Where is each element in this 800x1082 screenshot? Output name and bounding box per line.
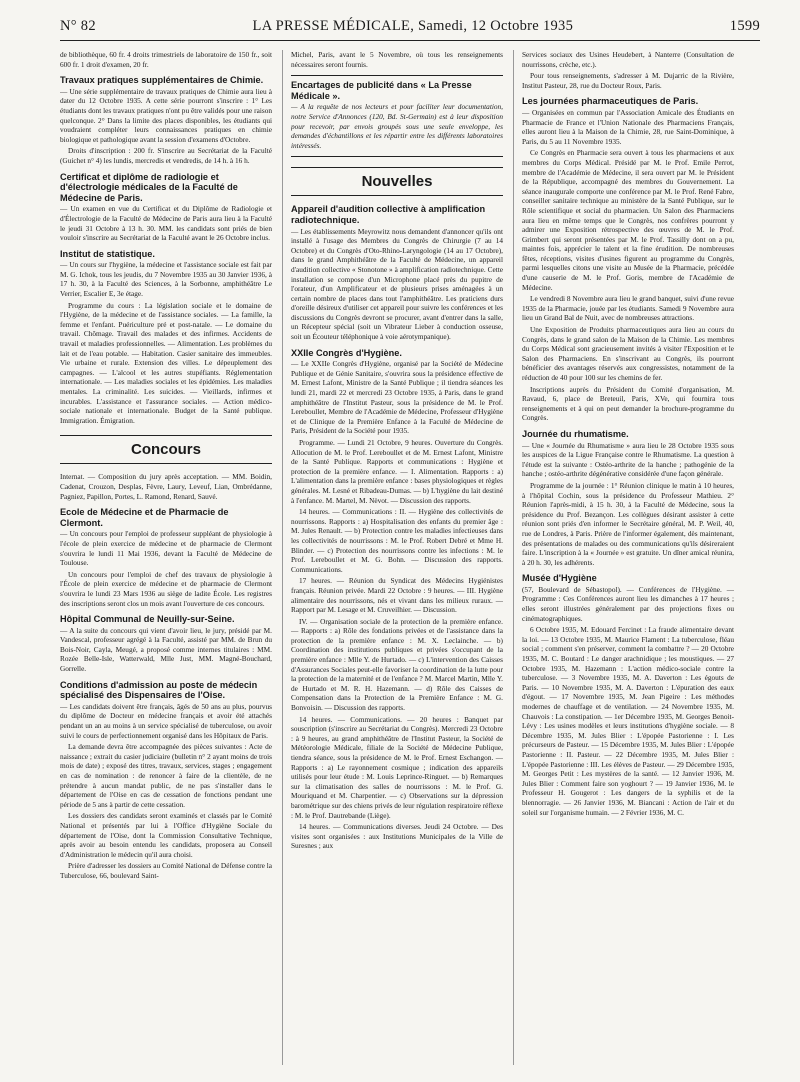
paragraph: — Le XXIIe Congrès d'Hygiène, organisé par la Société de Médecine Publique et de Génie Sanitaire, s'ouvrira sous la présidence effective de M. Ernest Lafont, Ministre de la Santé Publique ; il tiendra séances les lundi 21, mardi 22 et mercredi 23 Octobre 1935, à Paris, dans le grand amphithéâtre de l'Institut Pasteur, sous la présidence de M. le Prof. Lereboullet, Membre de l'Académie de Médecine, Professeur d'Hygiène et de Clinique de la Première Enfance à la Faculté de Médecine de Paris, Président de la Société pour 1935. bbox=[291, 359, 503, 436]
column-middle bbox=[291, 50, 503, 1070]
paragraph: Pour tous renseignements, s'adresser à M. Dujarric de la Rivière, Institut Pasteur, 28, rue du Docteur Roux, Paris. bbox=[522, 71, 734, 90]
column-divider bbox=[282, 50, 283, 1065]
column-right bbox=[522, 50, 734, 1070]
paragraph: — Les établissements Meyrowitz nous demandent d'annoncer qu'ils ont installé à l'usage des Membres du Congrès de Chirurgie (7 au 14 Octobre) et du Congrès d'Oto-Rhino-Laryngologie (14 au 17 Octobre), dans le grand Amphithéâtre de la Faculté de Médecine, un appareil d'audition collective « Stonotone » à amplification radiotechnique. Cette installation se compose d'un Microphone placé près du pupitre de l'orateur, d'un Amplificateur et de plusieurs prises aménagées à un certain nombre de places dans tout l'amphithéâtre. Les praticiens durs d'oreille désireux d'utiliser cet appareil pour suivre les conférences et les discussions du Congrès devront se procurer, avant d'entrer dans la salle, un Récepteur spécial (soit un Vibrateur Lieber à conduction osseuse, soit un Écouteur téléphonique à voie aérotympanique). bbox=[291, 226, 503, 342]
column-left bbox=[60, 50, 272, 1070]
article-heading: Institut de statistique. bbox=[60, 248, 155, 259]
paragraph: Programme du cours : La législation sociale et le domaine de l'Hygiène, de la médecine et de l'assistance sociales. — La famille, la femme et l'enfant. Puériculture pré et post-natale. — Le domaine du travail. Chômage. Travail des malades et des infirmes. Accidents de travail et maladies professionnelles. — Alimentation. Les problèmes du lait et de l'eau potable. — Habitation. Casier sanitaire des immeubles. Vie urbaine et rurale. Extension des villes. Le dépeuplement des campagnes. — L'alcool et les autres stupéfiants. Réglementation internationale. — Les maladies sociales et les épidémies. Les maladies mentales. La criminalité. Les suicides. — Vieillards, infirmes et incurables. L'assistance et l'assurance sociales. — Action médico-sociale nationale et internationale. Budget de la Santé publique. Immigration. Émigration. bbox=[60, 300, 272, 425]
article-heading: Certificat et diplôme de radiologie et d'électrologie médicales de la Faculté de Médecine de Paris. bbox=[60, 171, 238, 203]
paragraph: Services sociaux des Usines Heudebert, à Nanterre (Consultation de nourrissons, crèche, etc.). bbox=[522, 50, 734, 69]
paragraph: — Un examen en vue du Certificat et du Diplôme de Radiologie et d'Électrologie de la Faculté de Médecine de Paris aura lieu à la Faculté le jeudi 31 Octobre à 13 h. 30. MM. les candidats sont priés de bien vouloir s'inscrire au Secrétariat de la Faculté avant le 26 Octobre inclus. bbox=[60, 204, 272, 243]
article-heading: Conditions d'admission au poste de médecin spécialisé des Dispensaires de l'Oise. bbox=[60, 679, 258, 701]
article-heading: Encartages de publicité dans « La Presse Médicale ». bbox=[291, 80, 472, 101]
paragraph: — Une série supplémentaire de travaux pratiques de Chimie aura lieu à dater du 12 Octobre 1935. A cette série pourront s'inscrire : 1° Les étudiants dont les travaux pratiques n'ont pu être validés pour une raison quelconque. 2° Dans la limite des places disponibles, les étudiants qui voudraient compléter leurs connaissances pratiques en chimie biologique et pathologique avant la session d'examens d'Octobre. bbox=[60, 86, 272, 144]
paragraph: Michel, Paris, avant le 5 Novembre, où tous les renseignements nécessaires seront fournis. bbox=[291, 50, 503, 69]
paragraph: Les dossiers des candidats seront examinés et classés par le Comité National et présentés par lui à l'Office d'Hygiène Sociale du département de l'Oise, dont la Commission Consultative Technique, après avoir au besoin entendu les candidats, proposera au Conseil d'Administration le médecin qu'il aura choisi. bbox=[60, 811, 272, 859]
paragraph: Ce Congrès en Pharmacie sera ouvert à tous les pharmaciens et aux membres du Corps Médical. Présidé par M. le Prof. Emile Perrot, membre de l'Académie de Médecine, il sera ouvert par M. le Président de la République, accompagné des membres du Gouvernement. La séance inaugurale comporte une conférence par M. le Prof. René Fabre, conseiller sanitaire technique au ministère de la Santé Publique, sur le Rôle scientifique et social du pharmacien. Un Salon des Pharmaciens aura lieu en même temps que le Congrès, nos confrères pourront y admirer une Exposition rétrospective des œuvres de M. le Prof. Grimbert qui seront présentées par M. le Prof. Tassilly dont on a pu, maintes fois, apprécier le talent et la fine érudition. De nombreuses fêtes, réceptions, visites d'usines figurent au programme du Congrès, parmi lesquelles citons une visite au Musée de la Pharmacie, précédée d'une causerie de M. le Prof. Goris, membre de l'Académie de Médecine. bbox=[522, 148, 734, 292]
page-number: 1599 bbox=[729, 18, 760, 34]
paragraph: IV. — Organisation sociale de la protection de la première enfance. — Rapports : a) Rôle des fondations privées et de l'assistance dans la protection de la première enfance : M. X. Leclainche. — b) Coordination des institutions publiques et privées s'occupant de la première enfance : Mlle Y. de Hurtado. — c) L'intervention des Caisses d'Assurances Sociales peut-elle favoriser la coordination de la lutte pour la protection de la maternité et de l'enfance ? M. Marcel Martin, Mlle Y. de Hurtado et M. R. H. Hazemann. — d) Rôle des Caisses de Compensation dans la Protection de la Première Enfance : M. G. Bonvoisin. — Discussion des rapports. bbox=[291, 616, 503, 713]
paragraph: Internat. — Composition du jury après acceptation. — MM. Boidin, Cadenat, Crouzon, Desplas, Fèvre, Laury, Leveuf, Lian, Ombrédanne, Pagniez, Papillon, Portes, L. Ramond, Renard, Sauvé. bbox=[60, 472, 272, 501]
paragraph: — A la suite du concours qui vient d'avoir lieu, le jury, présidé par M. Vandescal, professeur agrégé à la Faculté, assisté par MM. de Brun du Bois-Noir, Cayla, Meugé, a proposé comme internes titulaires : MM. Rozée Belle-Isle, Watterwald, Mlle Just, MM. Magné-Bouchard, Gorrelle. bbox=[60, 625, 272, 674]
article-heading: Travaux pratiques supplémentaires de Chimie. bbox=[60, 75, 264, 86]
paragraph: Le vendredi 8 Novembre aura lieu le grand banquet, suivi d'une revue 1935 de la Pharmacie, jouée par les étudiants. Samedi 9 Novembre aura lieu un Grand Bal de Nuit, avec de nombreuses attractions. bbox=[522, 294, 734, 323]
paragraph: — Organisées en commun par l'Association Amicale des Étudiants en Pharmacie de France et l'Union Nationale des Pharmaciens Français, elles auront lieu à la Maison de la Chimie, 28, rue Saint-Dominique, à Paris, du 5 au 11 Novembre 1935. bbox=[522, 107, 734, 146]
section-title: Concours bbox=[60, 435, 272, 464]
paragraph: — A la requête de nos lecteurs et pour faciliter leur documentation, notre Service d'Annonces (120, Bd. St-Germain) est à leur disposition pour recevoir, par envois groupés sous une seule enveloppe, les demandes d'échantillons et les répartir entre les différents laboratoires intéressés. bbox=[291, 102, 503, 150]
article-heading: Ecole de Médecine et de Pharmacie de Clermont. bbox=[60, 507, 229, 528]
issue-number: N° 82 bbox=[60, 18, 96, 34]
article-heading: Appareil d'audition collective à amplification radiotechnique. bbox=[291, 204, 486, 225]
paragraph: de bibliothèque, 60 fr. 4 droits trimestriels de laboratoire de 150 fr., soit 600 fr. 1 droit d'examen, 20 fr. bbox=[60, 50, 272, 69]
paragraph: Un concours pour l'emploi de chef des travaux de physiologie à l'École de plein exercice de médecine et de pharmacie de Clermont s'ouvrira le lundi 23 Mars 1936 au siège de ladite École. Les registres des inscriptions seront clos un mois avant l'ouverture de ces concours. bbox=[60, 569, 272, 608]
paragraph: — Les candidats doivent être français, âgés de 50 ans au plus, pourvus du diplôme de Docteur en médecine français et avoir été attachés pendant un an au moins à un service spécialisé de tuberculose, ou avoir suivi le cours de perfectionnement organisé dans les Hôpitaux de Paris. bbox=[60, 701, 272, 740]
article-heading: Musée d'Hygiène bbox=[522, 573, 597, 584]
paragraph: Programme. — Lundi 21 Octobre, 9 heures. Ouverture du Congrès. Allocution de M. le Prof. Lereboullet et de M. Ernest Lafont, Ministre de la Santé Publique. Rapports et communications : Hygiène et protection de la première enfance. — I. Alimentation. Rapports : a) L'alimentation dans la première enfance : bases physiologiques et règles générales. M. Lesné et Ribadeau-Dumas. — b) L'hygiène du lait destiné à l'enfance. M. Martel, M. Nèvot. — Discussion des rapports. bbox=[291, 438, 503, 505]
notice-box bbox=[291, 75, 503, 157]
column-divider bbox=[513, 50, 514, 1065]
paragraph: La demande devra être accompagnée des pièces suivantes : Acte de naissance ; extrait du casier judiciaire (bulletin n° 2 ayant moins de trois mois de date) ; exposé des titres, travaux, services, stages ; engagement en cas de nomination : de renoncer à faire de la clientèle, de ne prétendre à aucun mandat public, de ne pas s'installer dans le département de l'Oise en cas de cessation de fonctions pendant une période de 5 ans à partir de cette cessation. bbox=[60, 742, 272, 809]
paragraph: Prière d'adresser les dossiers au Comité National de Défense contre la Tuberculose, 66, boulevard Saint- bbox=[60, 861, 272, 880]
paragraph: 14 heures. — Communications diverses. Jeudi 24 Octobre. — Des visites sont organisées : aux Institutions Municipales de la Ville de Suresnes ; aux bbox=[291, 822, 503, 851]
page-header bbox=[60, 18, 760, 38]
paragraph: 6 Octobre 1935, M. Edouard Fercinet : La fraude alimentaire devant la loi. — 13 Octobre 1935, M. Maurice Flament : La tuberculose, fléau social ; comment s'en préserver, comment la combattre ? — 20 Octobre 1935, M. C. Boutard : Le danger arachnidique ; les moustiques. — 27 Octobre 1935, M. Hazemann : L'action médico-sociale contre la tuberculose. — 3 Novembre 1935, M. A. Daverton : Les égouts de Paris. — 10 Novembre 1935, M. A. Daverton : L'épuration des eaux d'égout. — 17 Novembre 1935, M. Jean Pigeire : Les méthodes modernes de chauffage et de ventilation. — 24 Novembre 1935, M. Chauvois : La constipation. — 1er Décembre 1935, M. Georges Benoit-Lévy : Les usines modèles et leurs institutions d'hygiène sociale. — 8 Décembre 1935, M. Jules Blier : L'épopée Pastorienne : I. Les précurseurs de Pasteur. — 15 Décembre 1935, M. Jules Blier : L'épopée Pastorienne : II. Pasteur. — 22 Décembre 1935, M. Jules Blier : L'épopée Pastorienne : III. Les élèves de Pasteur. — 29 Décembre 1935, M. Georges Petit : Les mystères de la santé. — 12 Janvier 1936, M. Jules Blier : Comment faire son yoghourt ? — 19 Janvier 1936, M. le Professeur H. Gougerot : Les dangers de la syphilis et de la blennorragie. — 26 Janvier 1936, M. Biancani : Action de l'air et du soleil sur l'organisme humain. — 2 Février 1936, M. C. bbox=[522, 625, 734, 817]
section-title: Nouvelles bbox=[291, 167, 503, 196]
article-heading: Journée du rhumatisme. bbox=[522, 428, 629, 439]
paragraph: Inscriptions auprès du Président du Comité d'organisation, M. Ravaud, 6, place de Breteuil, Paris, XVe, qui fournira tous renseignements et à qui on peut demander la brochure-programme du Congrès. bbox=[522, 384, 734, 423]
article-heading: Hôpital Communal de Neuilly-sur-Seine. bbox=[60, 614, 235, 625]
paragraph: — Un cours sur l'hygiène, la médecine et l'assistance sociale est fait par M. G. Ichok, tous les jeudis, du 7 Novembre 1935 au 30 Janvier 1936, à 17 h. 30, à la Faculté des Sciences, à la Sorbonne, amphithéâtre Le Verrier, Escalier E, 3e étage. bbox=[60, 260, 272, 299]
header-rule bbox=[60, 40, 760, 41]
paragraph: 14 heures. — Communications : II. — Hygiène des collectivités de nourrissons. Rapports : a) Hospitalisation des enfants du premier âge : M. Jules Renault. — b) Protection contre les maladies infectieuses dans les collectivités de nourrissons : M. le Prof. Robert Debré et Mme H. Blinder. — c) Protection des nourrissons contre les infections : M. le Prof. Lereboullet et M. G. Bohn. — Discussion des rapports. Communications. bbox=[291, 507, 503, 574]
paragraph: 17 heures. — Réunion du Syndicat des Médecins Hygiénistes français. Réunion privée. Mardi 22 Octobre : 9 heures. — III. Hygiène alimentaire des nourrissons, nés et vivant dans les milieux ruraux. — Rapport par M. Lesage et M. Cruveilhier. — Discussion. bbox=[291, 576, 503, 615]
paragraph: — Un concours pour l'emploi de professeur suppléant de physiologie à l'école de plein exercice de médecine et de pharmacie de Clermont s'ouvrira le lundi 11 Mai 1936, devant la Faculté de Médecine de Toulouse. bbox=[60, 529, 272, 568]
article-heading: Les journées pharmaceutiques de Paris. bbox=[522, 96, 699, 107]
paragraph: Droits d'inscription : 200 fr. S'inscrire au Secrétariat de la Faculté (Guichet n° 4) les lundis, mercredis et vendredis, de 14 h. à 16 h. bbox=[60, 146, 272, 165]
paragraph: 14 heures. — Communications. — 20 heures : Banquet par souscription (s'inscrire au Secrétariat du Congrès). Mercredi 23 Octobre : à 9 heures, au grand amphithéâtre de l'Institut Pasteur, la Société de Météorologie Médicale, filiale de la Société de Médecine Publique, tiendra séance, sous la présidence de M. le Prof. Ernest Eschangon. — Rapports : a) Le rayonnement cosmique ; indication des appareils utilisés pour leur étude : M. Louis Leprince-Ringuet. — b) Remarques sur la climatisation des salles de nourrissons : M. le Prof. G. Mouriquand et M. Charpentier. — c) Observations sur la dépression barométrique sur des chiens privés de leur régulation respiratoire réflexe : M. le Prof. Dautrebande (Liège). bbox=[291, 714, 503, 820]
journal-title: LA PRESSE MÉDICALE, Samedi, 12 Octobre 1935 bbox=[252, 18, 574, 34]
article-heading: XXIIe Congrès d'Hygiène. bbox=[291, 347, 402, 358]
paragraph: Une Exposition de Produits pharmaceutiques aura lieu au cours du Congrès, dans le grand salon de la Maison de la Chimie. Les membres du Corps Médical sont gracieusement invités à visiter l'Exposition et le Salon des Pharmaciens. En s'inscrivant au Congrès, ils pourront bénéficier des avantages réservés aux congressistes, notamment de la réduction de 40 pour 100 sur les chemins de fer. bbox=[522, 325, 734, 382]
paragraph: (57, Boulevard de Sébastopol). — Conférences de l'Hygiène. — Programme : Ces Conférences auront lieu les dimanches à 17 heures ; elles seront illustrées généralement par des projections fixes ou cinématographiques. bbox=[522, 584, 734, 623]
paragraph: Programme de la journée : 1° Réunion clinique le matin à 10 heures, à l'hôpital Cochin, sous la présidence du Professeur Mathieu. 2° Réunion l'après-midi, à 15 h. 30, à la Faculté de Médecine, sous la présidence du Prof. Bezançon. Les collègues désirant assister à cette réunion sont priés d'en informer le Secrétaire général, M. P. Weil, 40, rue de Londres, à Paris. Prière de l'informer également, dès maintenant, des présentations de malades ou des communications qu'ils désireraient faire. L'inscription à la « Journée » est gratuite. Un dîner amical réunira, à 20 h. 30, les adhérents. bbox=[522, 480, 734, 567]
paragraph: — Une « Journée du Rhumatisme » aura lieu le 28 Octobre 1935 sous les auspices de la Ligue Française contre le Rhumatisme. La question à l'étude est la suivante : Ostéo-arthrite de la hanche ; pathogénie de la hanche ; ostéo-arthrite dégénérative considérée d'une façon générale. bbox=[522, 440, 734, 479]
